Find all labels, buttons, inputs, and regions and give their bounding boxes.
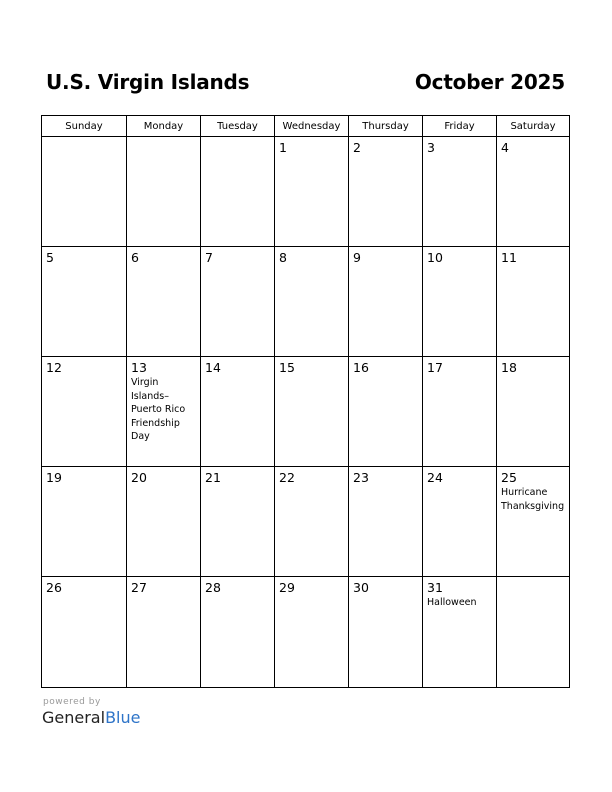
- day-number: 11: [501, 250, 517, 265]
- day-number: 31: [427, 580, 443, 595]
- day-cell: [423, 577, 497, 687]
- day-cell: [349, 467, 423, 576]
- day-cell: [497, 137, 569, 246]
- powered-by-text: powered by: [43, 697, 101, 707]
- day-cell: [423, 357, 497, 466]
- day-number: 25: [501, 470, 517, 485]
- day-number: 19: [46, 470, 62, 485]
- day-cell: [349, 137, 423, 246]
- day-cell: [423, 467, 497, 576]
- day-number: 18: [501, 360, 517, 375]
- month-title: October 2025: [414, 70, 565, 94]
- day-cell: [497, 357, 569, 466]
- weekday-tuesday: Tuesday: [201, 116, 275, 137]
- day-number: 20: [131, 470, 147, 485]
- day-cell: [42, 357, 127, 466]
- day-number: 7: [205, 250, 213, 265]
- holiday-label: Halloween: [427, 597, 477, 608]
- day-number: 16: [353, 360, 369, 375]
- holiday-label: Virgin Islands–Puerto Rico Friendship Day: [131, 377, 186, 442]
- weekday-header-row: [42, 116, 569, 137]
- day-cell: [201, 357, 275, 466]
- calendar-grid: [41, 115, 570, 688]
- day-number: 22: [279, 470, 295, 485]
- day-number: 4: [501, 140, 509, 155]
- day-cell: [127, 577, 201, 687]
- day-cell: [423, 247, 497, 356]
- day-number: 17: [427, 360, 443, 375]
- day-cell: [201, 577, 275, 687]
- day-number: 15: [279, 360, 295, 375]
- day-number: 2: [353, 140, 361, 155]
- day-cell: [127, 137, 201, 246]
- day-number: 14: [205, 360, 221, 375]
- day-cell: [127, 247, 201, 356]
- day-number: 12: [46, 360, 62, 375]
- day-cell: [201, 137, 275, 246]
- day-number: 6: [131, 250, 139, 265]
- weekday-sunday: Sunday: [42, 116, 127, 137]
- week-row: [42, 357, 569, 467]
- brand-text-blue: Blue: [105, 708, 141, 727]
- day-number: 5: [46, 250, 54, 265]
- weeks-container: [42, 137, 569, 687]
- day-cell: [201, 467, 275, 576]
- day-number: 27: [131, 580, 147, 595]
- day-cell: [423, 137, 497, 246]
- week-row: [42, 247, 569, 357]
- day-number: 10: [427, 250, 443, 265]
- day-cell: [127, 357, 201, 466]
- week-row: [42, 467, 569, 577]
- brand-text-general: General: [42, 708, 106, 727]
- day-number: 8: [279, 250, 287, 265]
- generalblue-logo: [42, 708, 140, 727]
- region-title: U.S. Virgin Islands: [46, 70, 250, 94]
- day-number: 13: [131, 360, 147, 375]
- day-cell: [497, 577, 569, 687]
- day-number: 1: [279, 140, 287, 155]
- day-cell: [275, 577, 349, 687]
- day-number: 29: [279, 580, 295, 595]
- weekday-saturday: Saturday: [510, 121, 556, 132]
- holiday-label: Hurricane Thanksgiving: [501, 487, 565, 512]
- day-cell: [275, 357, 349, 466]
- weekday-wednesday: Wednesday: [275, 116, 349, 137]
- day-cell: [42, 137, 127, 246]
- weekday-thursday: Thursday: [349, 116, 423, 137]
- day-cell: [42, 467, 127, 576]
- day-cell: [275, 467, 349, 576]
- day-cell: [275, 137, 349, 246]
- day-cell: [201, 247, 275, 356]
- day-cell: [42, 247, 127, 356]
- day-number: 23: [353, 470, 369, 485]
- day-number: 3: [427, 140, 435, 155]
- day-cell: [42, 577, 127, 687]
- week-row: [42, 137, 569, 247]
- day-number: 30: [353, 580, 369, 595]
- week-row: [42, 577, 569, 687]
- day-number: 21: [205, 470, 221, 485]
- day-number: 28: [205, 580, 221, 595]
- day-cell: [127, 467, 201, 576]
- day-cell: [497, 247, 569, 356]
- day-number: 24: [427, 470, 443, 485]
- day-cell: [349, 357, 423, 466]
- weekday-friday: Friday: [423, 116, 497, 137]
- day-number: 26: [46, 580, 62, 595]
- day-cell: [349, 247, 423, 356]
- day-cell: [349, 577, 423, 687]
- day-cell: [275, 247, 349, 356]
- weekday-monday: Monday: [127, 116, 201, 137]
- day-number: 9: [353, 250, 361, 265]
- day-cell: [497, 467, 569, 576]
